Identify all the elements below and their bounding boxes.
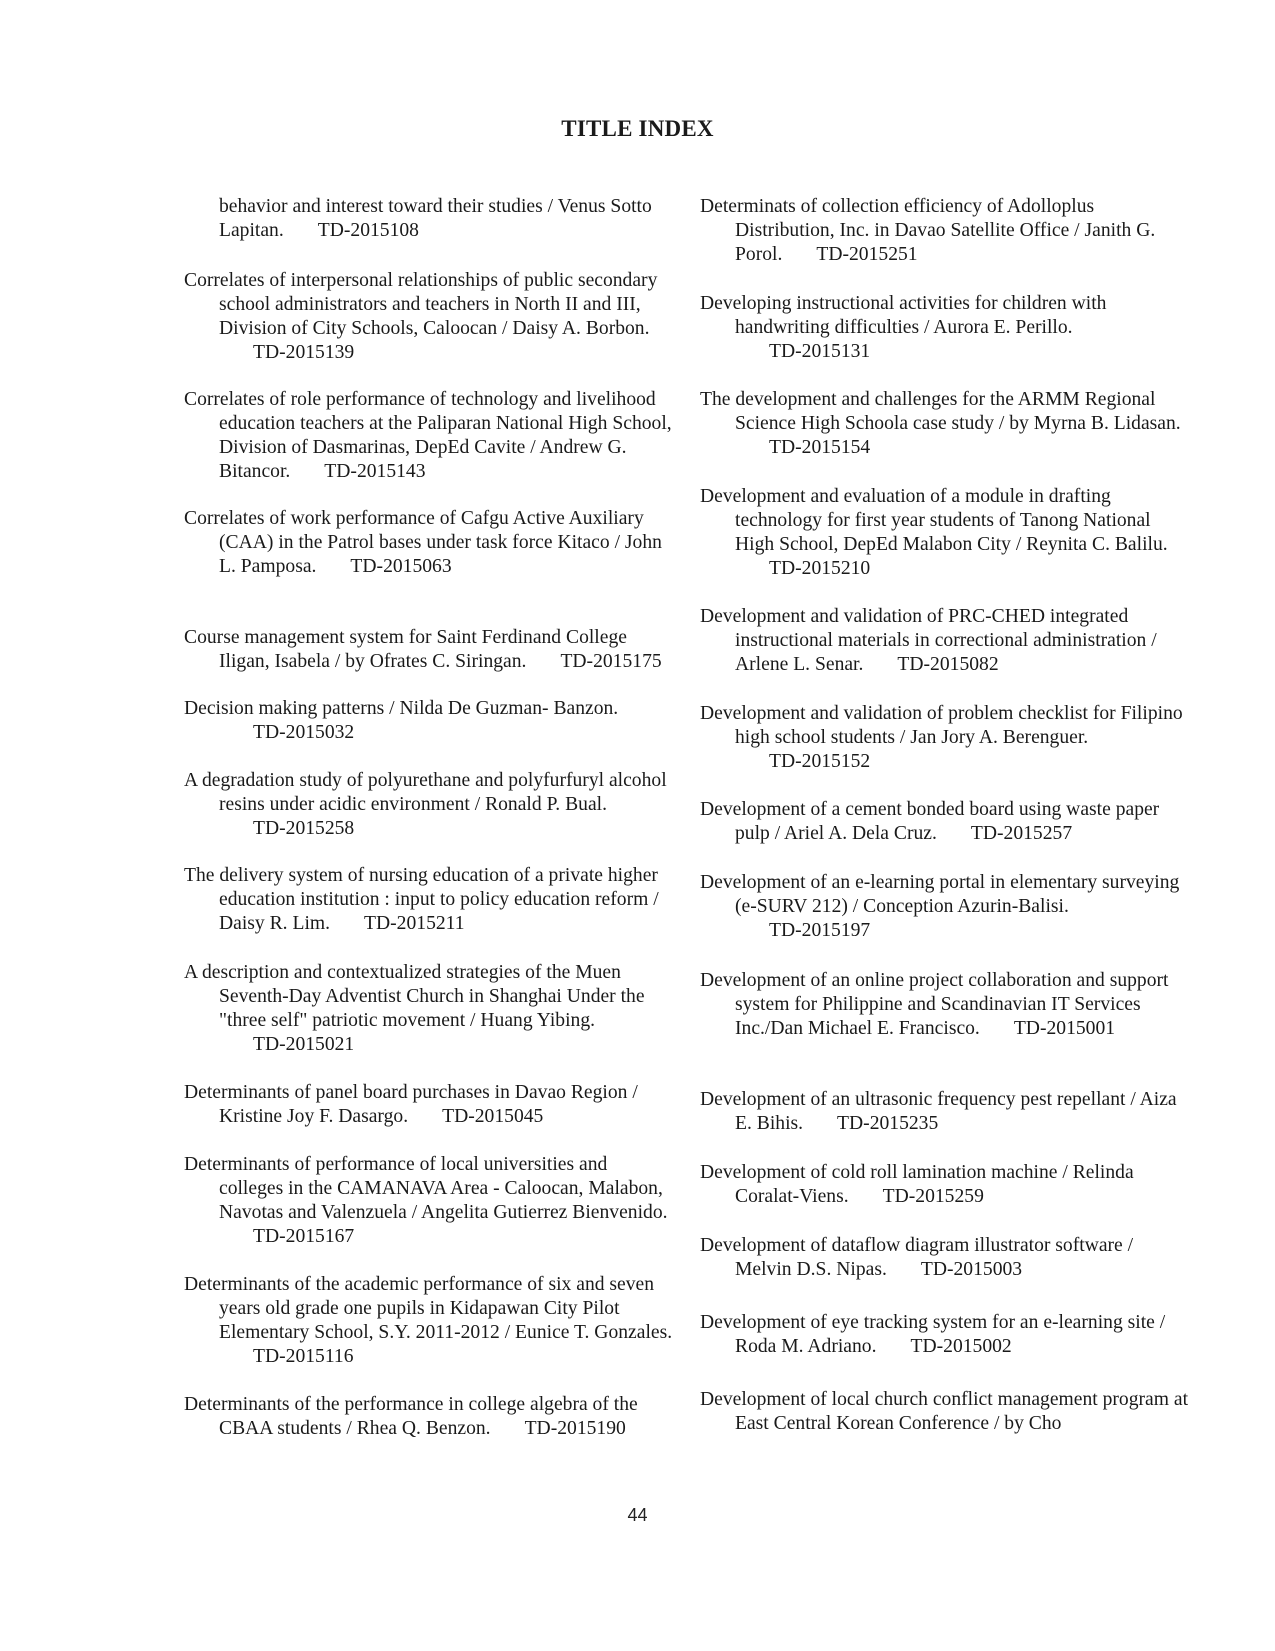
- index-entry: [700, 195, 1190, 267]
- call-number: TD-2015251: [816, 244, 918, 265]
- call-number: TD-2015152: [769, 751, 871, 772]
- entry-title: The delivery system of nursing education of a private higher education institution : input to policy education reform / Daisy R. Lim.: [184, 865, 659, 934]
- entry-title: A description and contextualized strategies of the Muen Seventh-Day Adventist Church in Shanghai Under the "three self" patriotic movement / Huang Yibing.: [184, 962, 645, 1031]
- call-number: TD-2015139: [253, 342, 355, 363]
- entry-title: Determinats of collection efficiency of Adolloplus Distribution, Inc. in Davao Satellite Office / Janith G. Porol.: [700, 196, 1156, 265]
- entry-title: Determinants of the academic performance of six and seven years old grade one pupils in Kidapawan City Pilot Elementary School, S.Y. 2011-2012 / Eunice T. Gonzales.: [184, 1274, 673, 1343]
- entry-title: Correlates of interpersonal relationships of public secondary school administrators and teachers in North II and III, Division of City Schools, Caloocan / Daisy A. Borbon.: [184, 270, 658, 339]
- entry-title: Development of cold roll lamination machine / Relinda Coralat-Viens.: [700, 1162, 1134, 1207]
- index-entry: [184, 1273, 674, 1369]
- page-title: TITLE INDEX: [561, 116, 714, 141]
- index-entry: [700, 1311, 1190, 1359]
- index-entry: [700, 485, 1190, 581]
- index-entry: [184, 769, 674, 841]
- entry-title: A degradation study of polyurethane and polyfurfuryl alcohol resins under acidic environment / Ronald P. Bual.: [184, 770, 667, 815]
- entry-title: Development of an e-learning portal in elementary surveying (e-SURV 212) / Conception Azurin-Balisi.: [700, 872, 1180, 917]
- call-number: TD-2015154: [769, 437, 871, 458]
- index-entry: [184, 626, 674, 674]
- index-entry: [184, 507, 674, 579]
- index-entry: [184, 1393, 674, 1441]
- call-number: TD-2015258: [253, 818, 355, 839]
- entry-title: Determinants of the performance in college algebra of the CBAA students / Rhea Q. Benzon.: [184, 1394, 638, 1439]
- call-number: TD-2015045: [442, 1106, 544, 1127]
- call-number: TD-2015131: [769, 341, 871, 362]
- entry-title: The development and challenges for the ARMM Regional Science High Schoola case study / by Myrna B. Lidasan.: [700, 389, 1181, 434]
- entry-title: Decision making patterns / Nilda De Guzman- Banzon.: [184, 698, 619, 719]
- call-number: TD-2015116: [253, 1346, 354, 1367]
- entry-title: Course management system for Saint Ferdinand College Iligan, Isabela / by Ofrates C. Siringan.: [184, 627, 627, 672]
- index-entry: [700, 388, 1190, 460]
- index-entry: [184, 1153, 674, 1249]
- entry-title: Determinants of panel board purchases in Davao Region / Kristine Joy F. Dasargo.: [184, 1082, 638, 1127]
- call-number: TD-2015167: [253, 1226, 355, 1247]
- entry-title: Development of a cement bonded board using waste paper pulp / Ariel A. Dela Cruz.: [700, 799, 1160, 844]
- index-entry: [184, 195, 674, 243]
- index-entry: [700, 969, 1190, 1041]
- index-entry: [700, 871, 1190, 943]
- index-entry: [184, 269, 674, 365]
- entry-title: behavior and interest toward their studies / Venus Sotto Lapitan.: [219, 196, 652, 241]
- index-entry: [184, 864, 674, 936]
- entry-title: Development of dataflow diagram illustrator software / Melvin D.S. Nipas.: [700, 1235, 1134, 1280]
- entry-title: Determinants of performance of local universities and colleges in the CAMANAVA Area - Caloocan, Malabon, Navotas and Valenzuela / Angelita Gutierrez Bienvenido.: [184, 1154, 668, 1223]
- index-entry: [700, 1088, 1190, 1136]
- call-number: TD-2015190: [524, 1418, 626, 1439]
- index-entry: [700, 798, 1190, 846]
- index-entry: [700, 702, 1190, 774]
- call-number: TD-2015001: [1013, 1018, 1116, 1039]
- index-entry: [700, 1161, 1190, 1209]
- entry-title: Development of local church conflict management program at East Central Korean Conference / by Cho: [700, 1389, 1189, 1434]
- entry-title: Development of an ultrasonic frequency pest repellant / Aiza E. Bihis.: [700, 1089, 1177, 1134]
- call-number: TD-2015259: [882, 1186, 984, 1207]
- entry-title: Development of eye tracking system for an e-learning site / Roda M. Adriano.: [700, 1312, 1166, 1357]
- page-number: 44: [627, 1505, 648, 1525]
- call-number: TD-2015021: [253, 1034, 355, 1055]
- index-entry: [700, 1388, 1190, 1436]
- entry-title: Development and validation of PRC-CHED integrated instructional materials in correctional administration / Arlene L. Senar.: [700, 606, 1157, 675]
- call-number: TD-2015108: [317, 220, 419, 241]
- call-number: TD-2015175: [560, 651, 662, 672]
- entry-title: Correlates of role performance of technology and livelihood education teachers at the Paliparan National High School, Division of Dasmarinas, DepEd Cavite / Andrew G. Bitancor.: [184, 389, 672, 482]
- entry-title: Correlates of work performance of Cafgu Active Auxiliary (CAA) in the Patrol bases under task force Kitaco / John L. Pamposa.: [184, 508, 662, 577]
- call-number: TD-2015235: [837, 1113, 939, 1134]
- entry-title: Developing instructional activities for children with handwriting difficulties / Aurora E. Perillo.: [700, 293, 1107, 338]
- entry-title: Development and evaluation of a module in drafting technology for first year students of Tanong National High School, DepEd Malabon City / Reynita C. Balilu.: [700, 486, 1168, 555]
- call-number: TD-2015003: [920, 1259, 1023, 1280]
- index-entry: [184, 961, 674, 1057]
- call-number: TD-2015197: [769, 920, 871, 941]
- index-entry: [184, 388, 674, 484]
- call-number: TD-2015210: [769, 558, 871, 579]
- index-entry: [184, 1081, 674, 1129]
- index-entry: [700, 1234, 1190, 1282]
- call-number: TD-2015257: [970, 823, 1073, 844]
- call-number: TD-2015143: [324, 461, 426, 482]
- index-entry: [700, 605, 1190, 677]
- call-number: TD-2015063: [350, 556, 452, 577]
- index-entry: [700, 292, 1190, 364]
- call-number: TD-2015082: [897, 654, 999, 675]
- call-number: TD-2015211: [364, 913, 465, 934]
- entry-title: Development and validation of problem checklist for Filipino high school students / Jan Jory A. Berenguer.: [700, 703, 1183, 748]
- index-entry: [184, 697, 674, 745]
- call-number: TD-2015002: [910, 1336, 1012, 1357]
- call-number: TD-2015032: [253, 722, 355, 743]
- entry-title: Development of an online project collaboration and support system for Philippine and Scandinavian IT Services Inc./Dan Michael E. Francisco.: [700, 970, 1169, 1039]
